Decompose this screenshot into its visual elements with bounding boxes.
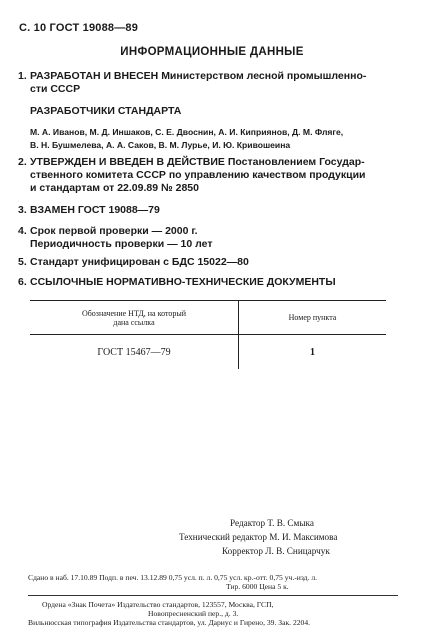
- section-4: [18, 225, 375, 251]
- section-number: 3.: [18, 204, 27, 216]
- proofreader-credit: Корректор Л. В. Сницарчук: [222, 546, 330, 556]
- editor-credit: Редактор Т. В. Смыка: [230, 518, 314, 528]
- table-cell-clause: 1: [310, 346, 315, 358]
- section-2-text: Постановлением Государ-: [227, 156, 365, 168]
- section-number: 6.: [18, 276, 27, 288]
- printer-line-1: Ордена «Знак Почета» Издательство стандартов, 123557, Москва, ГСП,: [42, 600, 274, 609]
- section-4-line-1: Срок первой проверки — 2000 г.: [30, 225, 198, 237]
- references-table: [30, 300, 386, 369]
- section-2-line-1: [30, 156, 375, 169]
- developers-list: [30, 126, 380, 152]
- section-number: 2.: [18, 156, 27, 168]
- section-1-lead: РАЗРАБОТАН И ВНЕСЕН: [30, 70, 159, 82]
- section-5-text: Стандарт унифицирован с БДС 15022—80: [30, 256, 249, 268]
- section-6: [18, 276, 390, 289]
- page-header: С. 10 ГОСТ 19088—89: [19, 22, 139, 34]
- imprint-line-1: Сдано в наб. 17.10.89 Подп. в печ. 13.12.89 0,75 усл. п. л. 0,75 усл. кр.-отт. 0,75 уч.-изд. л.: [28, 573, 318, 582]
- table-header-row: [30, 301, 386, 335]
- column-header-document-line-2: дана ссылка: [113, 317, 155, 327]
- section-1: [18, 70, 375, 96]
- section-2-lead: УТВЕРЖДЕН И ВВЕДЕН В ДЕЙСТВИЕ: [30, 156, 225, 168]
- section-4-line-2: Периодичность проверки — 10 лет: [30, 238, 213, 250]
- table-row: [30, 335, 386, 370]
- developers-line-2: В. Н. Бушмелева, А. А. Саков, В. М. Лурье, И. Ю. Кривошеина: [30, 140, 291, 150]
- table-cell-document: ГОСТ 15467—79: [30, 335, 239, 370]
- tech-editor-credit: Технический редактор М. И. Максимова: [179, 532, 338, 542]
- imprint-line-2: Тир. 6000 Цена 5 к.: [226, 582, 289, 591]
- section-2: [18, 156, 375, 195]
- printer-line-3: Вильнюсская типография Издательства стандартов, ул. Дариус и Гирено, 39. Зак. 2204.: [28, 618, 311, 627]
- credits: [179, 516, 388, 558]
- section-2-line-3: и стандартам от 22.09.89 № 2850: [30, 182, 199, 194]
- developers-title: РАЗРАБОТЧИКИ СТАНДАРТА: [30, 105, 182, 117]
- section-5: [18, 256, 375, 269]
- imprint: [28, 573, 398, 591]
- section-1-line-2: сти СССР: [30, 83, 81, 95]
- developers-line-1: М. А. Иванов, М. Д. Иншаков, С. Е. Двоснин, А. И. Киприянов, Д. М. Фляге,: [30, 127, 344, 137]
- printer-info: [28, 600, 398, 627]
- section-6-text: ССЫЛОЧНЫЕ НОРМАТИВНО-ТЕХНИЧЕСКИЕ ДОКУМЕНТЫ: [30, 276, 336, 288]
- column-header-document-line-1: Обозначение НТД, на который: [81, 308, 187, 318]
- column-header-clause: Номер пункта: [239, 301, 387, 335]
- section-2-line-2: ственного комитета СССР по управлению качеством продукции: [30, 169, 366, 181]
- page-title: ИНФОРМАЦИОННЫЕ ДАННЫЕ: [120, 46, 304, 58]
- section-1-text: Министерством лесной промышленно-: [161, 70, 367, 82]
- section-number: 5.: [18, 256, 27, 268]
- section-3: [18, 204, 375, 217]
- column-header-document: [30, 301, 239, 335]
- section-number: 1.: [18, 70, 27, 82]
- section-3-text: ВЗАМЕН ГОСТ 19088—79: [30, 204, 160, 216]
- divider: [28, 595, 398, 596]
- section-number: 4.: [18, 225, 27, 237]
- section-1-line-1: [30, 70, 375, 83]
- printer-line-2: Новопресненский пер., д. 3.: [148, 609, 239, 618]
